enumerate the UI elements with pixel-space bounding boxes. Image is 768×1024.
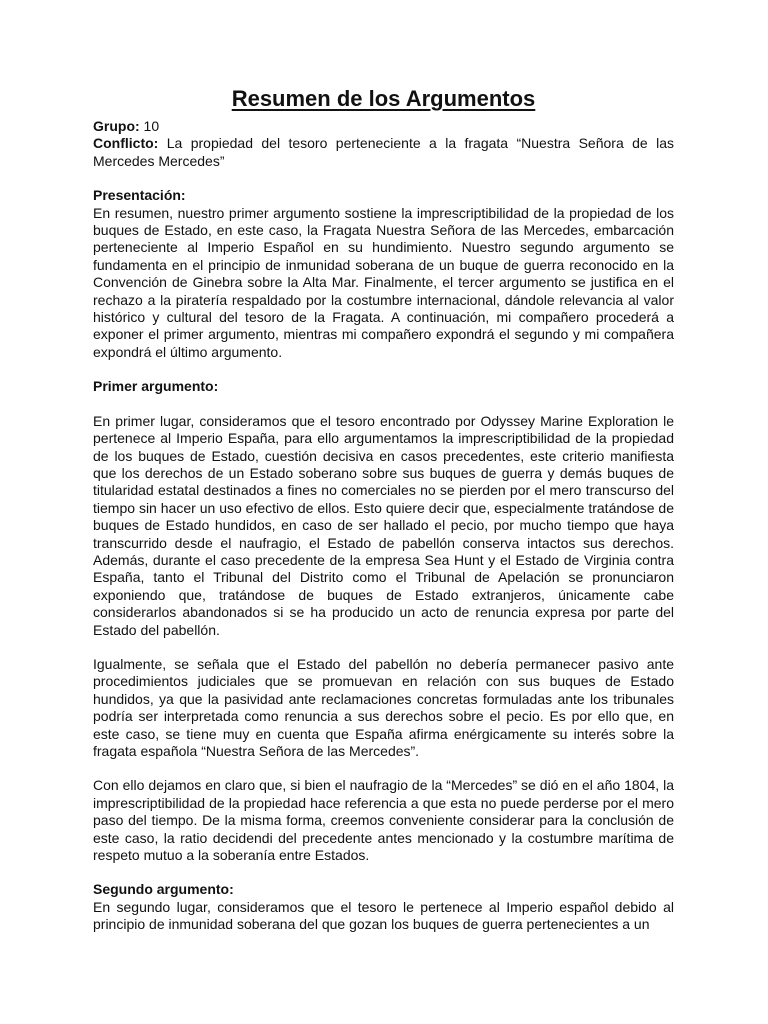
- grupo-value: 10: [143, 118, 160, 134]
- primer-argumento-paragraph-3: Con ello dejamos en claro que, si bien el naufragio de la “Mercedes” se dió en el año 1804, la imprescriptibilidad de la propiedad hace referencia a que esta no puede perderse por el mero paso del tiempo. De la misma forma, creemos conveniente considerar para la conclusión de este caso, la ratio decidendi del precedente antes mencionado y la costumbre marítima de respeto mutuo a la soberanía entre Estados.: [93, 777, 674, 864]
- page-title: Resumen de los Argumentos: [231, 86, 536, 111]
- conflicto-line: [93, 135, 674, 170]
- grupo-label: Grupo:: [93, 118, 140, 134]
- presentacion-paragraph: En resumen, nuestro primer argumento sostiene la imprescriptibilidad de la propiedad de los buques de Estado, en este caso, la Fragata Nuestra Señora de las Mercedes, embarcación perteneciente al Imperio Español en su hundimiento. Nuestro segundo argumento se fundamenta en el principio de inmunidad soberana de un buque de guerra reconocido en la Convención de Ginebra sobre la Alta Mar. Finalmente, el tercer argumento se justifica en el rechazo a la piratería respaldado por la costumbre internacional, dándole relevancia al valor histórico y cultural del tesoro de la Fragata. A continuación, mi compañero procederá a exponer el primer argumento, mientras mi compañero expondrá el segundo y mi compañera expondrá el último argumento.: [93, 204, 674, 360]
- segundo-argumento-paragraph: En segundo lugar, consideramos que el tesoro le pertenece al Imperio español debido al principio de inmunidad soberana del que gozan los buques de guerra pertenecientes a un: [93, 898, 674, 933]
- primer-argumento-paragraph-1: En primer lugar, consideramos que el tesoro encontrado por Odyssey Marine Exploration le pertenece al Imperio España, para ello argumentamos la imprescriptibilidad de la propiedad de los buques de Estado, cuestión decisiva en casos precedentes, este criterio manifiesta que los derechos de un Estado soberano sobre sus buques de guerra y demás buques de titularidad estatal destinados a fines no comerciales no se pierden por el mero transcurso del tiempo sin hacer un uso efectivo de ellos. Esto quiere decir que, especialmente tratándose de buques de Estado hundidos, en caso de ser hallado el pecio, por mucho tiempo que haya transcurrido desde el naufragio, el Estado de pabellón conserva intactos sus derechos. Además, durante el caso precedente de la empresa Sea Hunt y el Estado de Virginia contra España, tanto el Tribunal del Distrito como el Tribunal de Apelación se pronunciaron exponiendo que, tratándose de buques de Estado extranjeros, únicamente cabe considerarlos abandonados si se ha producido un acto de renuncia expresa por parte del Estado del pabellón.: [93, 412, 674, 638]
- primer-argumento-heading: Primer argumento:: [93, 378, 219, 395]
- conflicto-label: Conflicto:: [93, 135, 159, 152]
- grupo-line: [93, 118, 674, 135]
- presentacion-heading: Presentación:: [93, 187, 186, 204]
- document-page: [93, 84, 674, 934]
- conflicto-value: La propiedad del tesoro perteneciente a la fragata “Nuestra Señora de las Mercedes Mercedes”: [93, 135, 674, 169]
- segundo-argumento-heading: Segundo argumento:: [93, 881, 234, 898]
- primer-argumento-paragraph-2: Igualmente, se señala que el Estado del pabellón no debería permanecer pasivo ante procedimientos judiciales que se promuevan en relación con sus buques de Estado hundidos, ya que la pasividad ante reclamaciones concretas formuladas ante los tribunales podría ser interpretada como renuncia a sus derechos sobre el pecio. Es por ello que, en este caso, se tiene muy en cuenta que España afirma enérgicamente su interés sobre la fragata española “Nuestra Señora de las Mercedes”.: [93, 655, 674, 759]
